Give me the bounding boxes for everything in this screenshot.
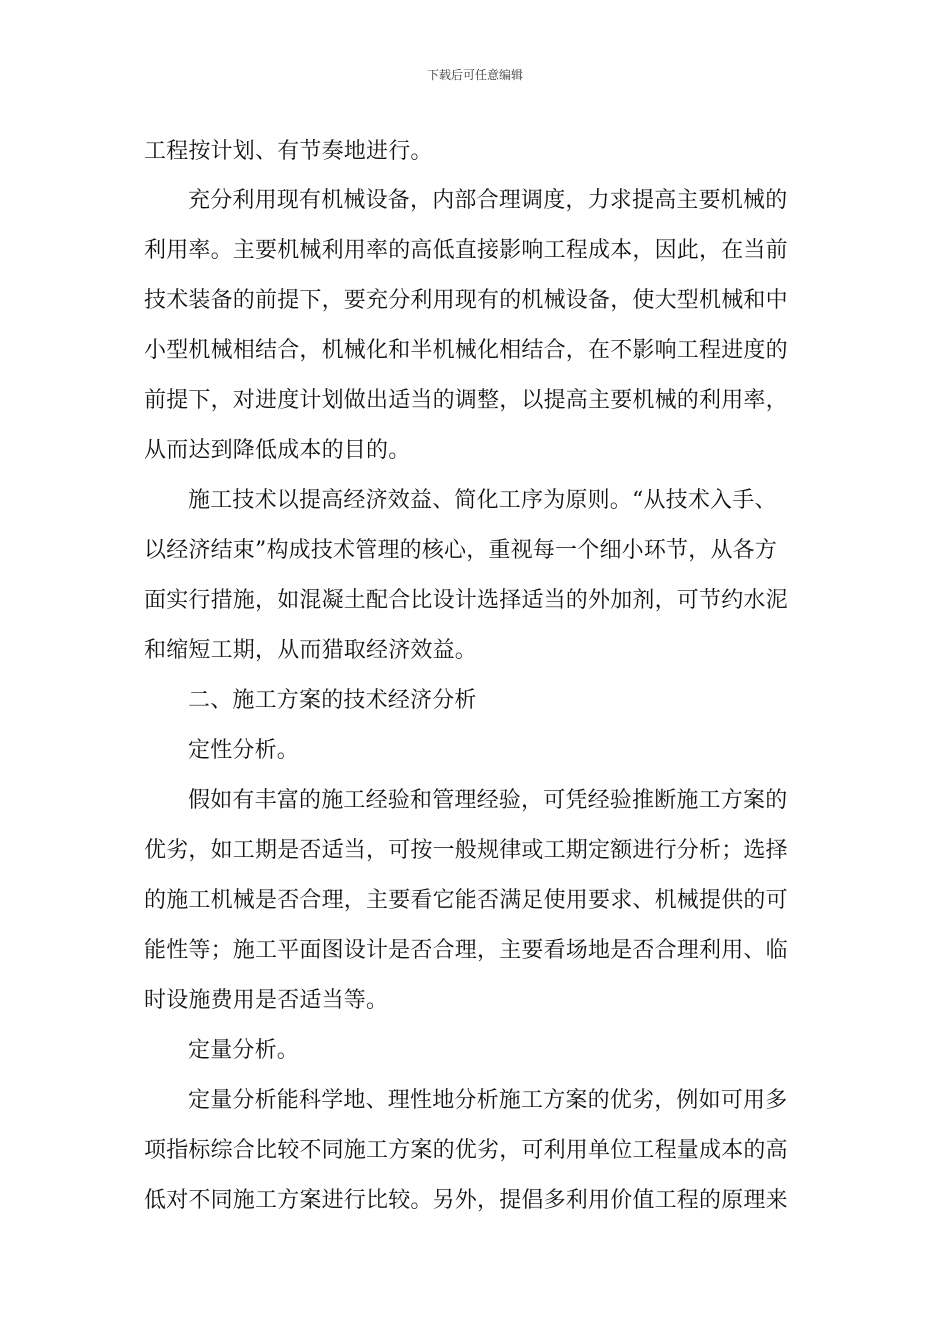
section-heading: 二、施工方案的技术经济分析: [188, 688, 477, 713]
text-line: 以经济结束”构成技术管理的核心，重视每一个细小环节，从各方: [144, 538, 778, 563]
text-line: 项指标综合比较不同施工方案的优劣，可利用单位工程量成本的高: [144, 1138, 788, 1163]
page-header: 下载后可任意编辑: [426, 68, 523, 82]
text-line: 优劣，如工期是否适当，可按一般规律或工期定额进行分析；选择: [144, 838, 788, 863]
text-line: 利用率。主要机械利用率的高低直接影响工程成本，因此，在当前: [144, 238, 788, 263]
text-line: 假如有丰富的施工经验和管理经验，可凭经验推断施工方案的: [188, 788, 788, 813]
text-line: 小型机械相结合，机械化和半机械化相结合，在不影响工程进度的: [144, 338, 788, 363]
text-line: 和缩短工期，从而猎取经济效益。: [144, 638, 478, 663]
text-line: 的施工机械是否合理，主要看它能否满足使用要求、机械提供的可: [144, 888, 788, 913]
text-line: 前提下，对进度计划做出适当的调整，以提高主要机械的利用率，: [144, 388, 788, 413]
text-line: 定量分析能科学地、理性地分析施工方案的优劣，例如可用多: [188, 1088, 788, 1113]
text-line: 工程按计划、有节奏地进行。: [144, 139, 433, 164]
text-line: 面实行措施，如混凝土配合比设计选择适当的外加剂，可节约水泥: [144, 588, 788, 613]
text-line: 充分利用现有机械设备，内部合理调度，力求提高主要机械的: [188, 188, 788, 213]
text-line: 能性等；施工平面图设计是否合理，主要看场地是否合理利用、临: [144, 938, 788, 963]
text-line: 技术装备的前提下，要充分利用现有的机械设备，使大型机械和中: [144, 288, 788, 313]
text-line: 施工技术以提高经济效益、简化工序为原则。“从技术入手、: [188, 488, 777, 513]
subheading: 定量分析。: [188, 1038, 300, 1063]
text-line: 低对不同施工方案进行比较。另外，提倡多利用价值工程的原理来: [144, 1188, 788, 1213]
text-line: 时设施费用是否适当等。: [144, 988, 389, 1013]
subheading: 定性分析。: [188, 738, 300, 763]
text-line: 从而达到降低成本的目的。: [144, 438, 411, 463]
